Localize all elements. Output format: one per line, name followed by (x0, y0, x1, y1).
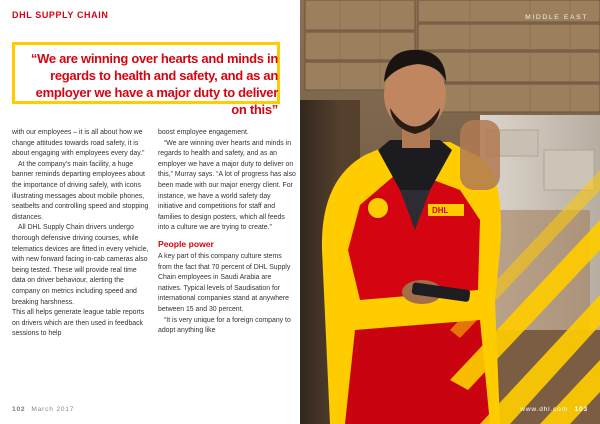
right-folio (520, 406, 588, 413)
paragraph: A key part of this company culture stems from the fact that 70 percent of DHL Supply Chain employees in Saudi Arabia are natives. Typical levels of Saudisation for international companies stand at anywhere between 15 and 30 percent. (158, 252, 291, 313)
paragraph: “It is very unique for a foreign company to adopt anything like (158, 316, 291, 335)
page-number: 103 (574, 406, 588, 413)
section-label: MIDDLE EAST (525, 14, 588, 21)
paragraph: All DHL Supply Chain drivers undergo thorough defensive driving courses, while telematics devices are fitted in every vehicle, with new forward facing in-cab cameras also being tested. These will provide real time data on driver behaviour, alerting the company on metrics including speed and breaking harshness. (12, 224, 149, 306)
subheading: People power (158, 238, 214, 249)
paragraph: “We are winning over hearts and minds in regards to health and safety, and as an employer we have a major duty to deliver on this,” Murray says. “A lot of progress has also been made with our major energy client. For instance, we have a world safety day initiative and competitions for staff and families to design posters, which all feeds into a culture we are trying to create.” (158, 139, 296, 232)
article-column-2 (158, 128, 296, 337)
issue-date: March 2017 (31, 406, 75, 413)
page-number: 102 (12, 406, 26, 413)
pull-quote: “We are winning over hearts and minds in regards to health and safety, and as an employer we have a major duty to deliver on this” (30, 51, 278, 117)
paragraph: At the company’s main facility, a huge banner reminds departing employees about the importance of driving safely, with icons illustrating messages about mobile phones, seatbelts and controlling speed and stopping distances. (12, 160, 149, 221)
left-folio (12, 406, 74, 413)
feature-photo (300, 0, 600, 424)
brand-header: DHL SUPPLY CHAIN (12, 10, 109, 20)
svg-text:DHL: DHL (432, 206, 449, 215)
paragraph: boost employee engagement. (158, 129, 249, 136)
paragraph: This all helps generate league table reports on drivers which are then used in feedback sessions to help (12, 309, 145, 338)
paragraph: with our employees – it is all about how we change attitudes towards road safety, it is about engaging with employees every day.” (12, 129, 145, 158)
website-url[interactable]: www.dhl.com (520, 406, 568, 413)
right-page (300, 0, 600, 424)
article-column-1 (12, 128, 150, 340)
